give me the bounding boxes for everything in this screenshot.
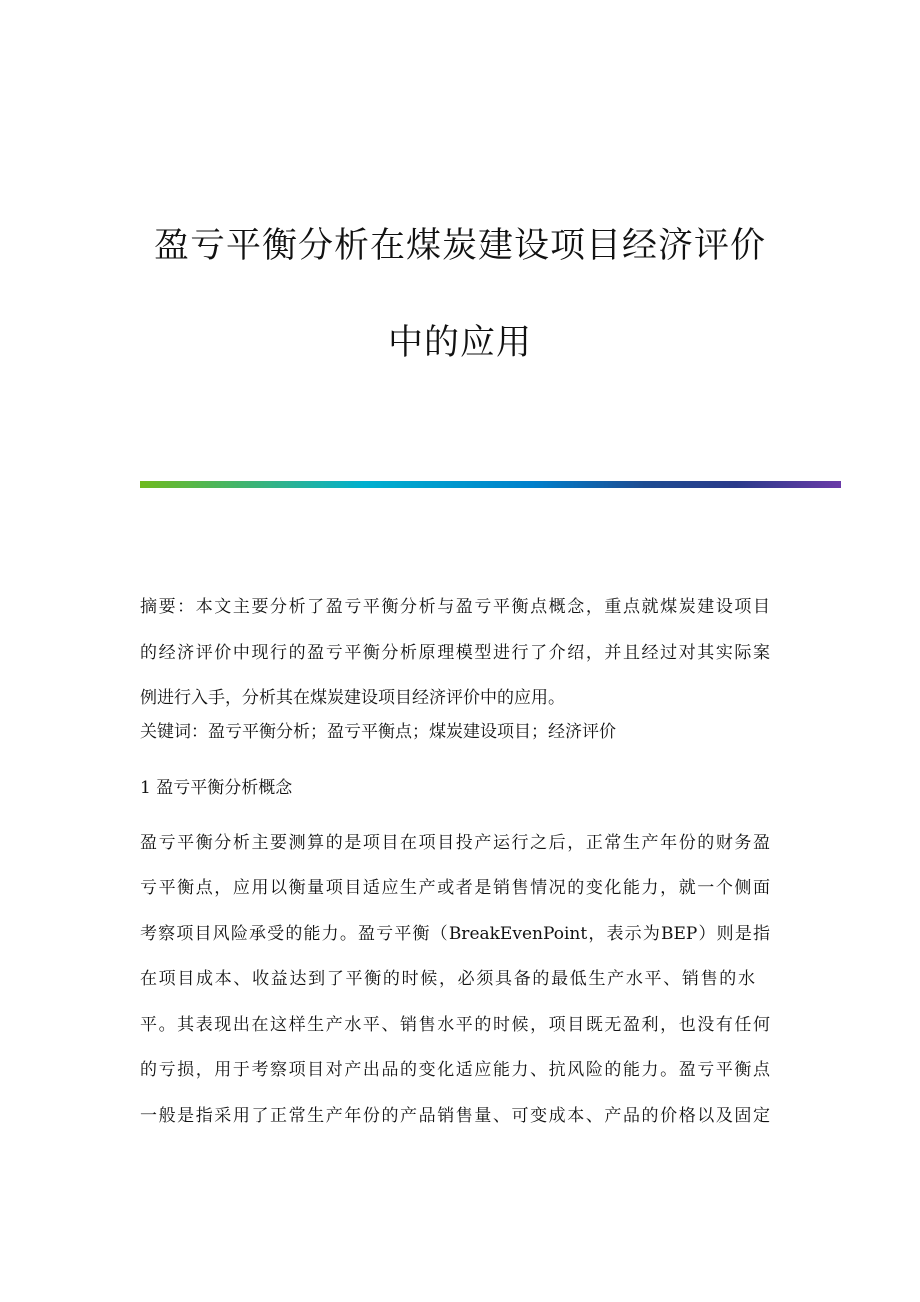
body-line: 平。其表现出在这样生产水平、销售水平的时候，项目既无盈利，也没有任何 <box>140 1015 770 1035</box>
section-heading: 1 盈亏平衡分析概念 <box>140 778 293 798</box>
abstract-line: 例进行入手，分析其在煤炭建设项目经济评价中的应用。 <box>140 688 565 708</box>
abstract-line: 摘要：本文主要分析了盈亏平衡分析与盈亏平衡点概念，重点就煤炭建设项目 <box>140 597 770 617</box>
body-line: 亏平衡点，应用以衡量项目适应生产或者是销售情况的变化能力，就一个侧面 <box>140 878 770 898</box>
keywords: 关键词：盈亏平衡分析；盈亏平衡点；煤炭建设项目；经济评价 <box>140 722 616 742</box>
document-title-line-2: 中的应用 <box>387 323 532 363</box>
body-line: 的亏损，用于考察项目对产出品的变化适应能力、抗风险的能力。盈亏平衡点 <box>140 1060 770 1080</box>
abstract-line: 的经济评价中现行的盈亏平衡分析原理模型进行了介绍，并且经过对其实际案 <box>140 643 770 663</box>
body-line: 在项目成本、收益达到了平衡的时候，必须具备的最低生产水平、销售的水 <box>140 969 755 989</box>
document-title-line-1: 盈亏平衡分析在煤炭建设项目经济评价 <box>153 226 766 266</box>
body-line: 一般是指采用了正常生产年份的产品销售量、可变成本、产品的价格以及固定 <box>140 1106 770 1126</box>
body-line: 盈亏平衡分析主要测算的是项目在项目投产运行之后，正常生产年份的财务盈 <box>140 833 770 853</box>
gradient-divider <box>140 481 841 488</box>
body-line: 考察项目风险承受的能力。盈亏平衡（BreakEvenPoint，表示为BEP）则是指 <box>140 924 770 944</box>
